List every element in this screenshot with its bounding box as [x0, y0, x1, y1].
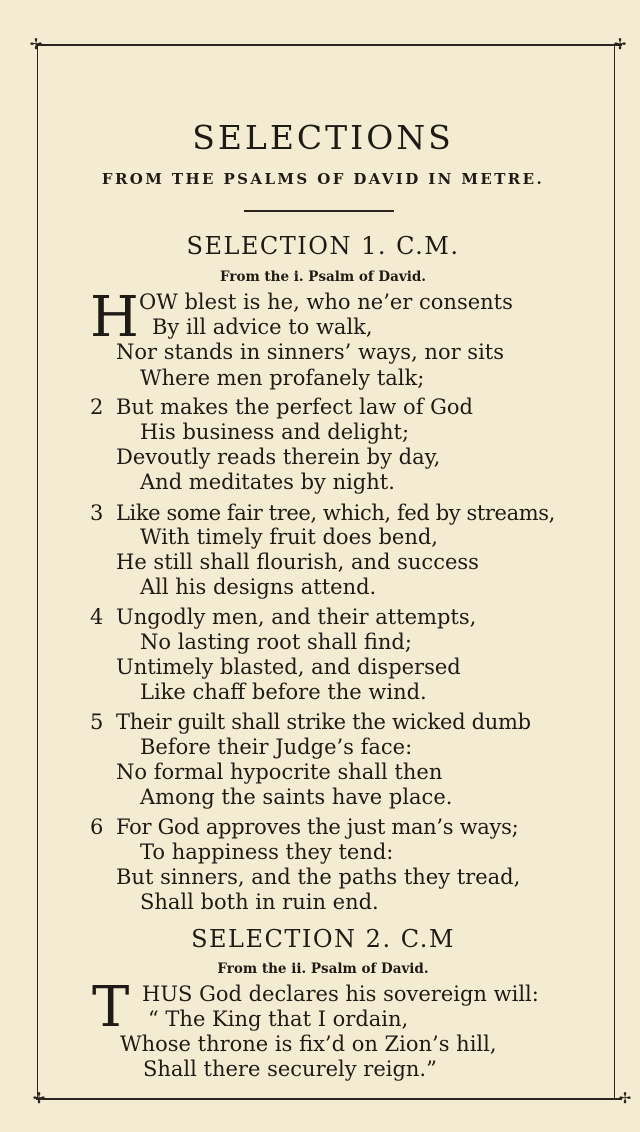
verse-line: HUS God declares his sovereign will:: [142, 982, 539, 1006]
verse-line: And meditates by night.: [140, 470, 395, 494]
verse-line: No formal hypocrite shall then: [116, 760, 443, 784]
verse-line: No lasting root shall find;: [140, 630, 412, 654]
corner-ornament-icon: ✢: [29, 35, 43, 53]
verse-line: OW blest is he, who ne’er consents: [139, 290, 513, 314]
drop-cap: H: [90, 285, 139, 350]
verse-line: Devoutly reads therein by day,: [116, 445, 441, 469]
verse-line: Before their Judge’s face:: [140, 735, 413, 759]
verse-line: With timely fruit does bend,: [140, 525, 438, 549]
verse-line: Untimely blasted, and dispersed: [116, 655, 461, 679]
selection-heading: SELECTION 2. C.M: [191, 925, 455, 953]
page-subtitle: FROM THE PSALMS OF DAVID IN METRE.: [101, 170, 545, 188]
verse-line: Like some fair tree, which, fed by streams,: [116, 501, 555, 525]
stanza-number: 3: [90, 501, 104, 525]
stanza-number: 6: [90, 815, 104, 839]
right-border-rule: [614, 45, 615, 1098]
stanza-number: 4: [90, 605, 104, 629]
verse-line: Their guilt shall strike the wicked dumb: [116, 710, 531, 734]
stanza-number: 5: [90, 710, 104, 734]
verse-line: Nor stands in sinners’ ways, nor sits: [116, 340, 505, 364]
verse-line: All his designs attend.: [140, 575, 377, 599]
verse-line: His business and delight;: [140, 420, 410, 444]
corner-ornament-icon: ✢: [32, 1089, 46, 1107]
verse-line: Among the saints have place.: [140, 785, 453, 809]
verse-line: He still shall flourish, and success: [116, 550, 479, 574]
selection-source: From the ii. Psalm of David.: [217, 961, 429, 977]
drop-cap: T: [92, 975, 130, 1040]
verse-line: For God approves the just man’s ways;: [116, 815, 519, 839]
corner-ornament-icon: ✢: [613, 35, 627, 53]
verse-line: But makes the perfect law of God: [116, 395, 473, 419]
selection-source: From the i. Psalm of David.: [219, 269, 426, 285]
verse-line: Shall there securely reign.”: [143, 1057, 437, 1081]
verse-line: Shall both in ruin end.: [140, 890, 379, 914]
verse-line: Ungodly men, and their attempts,: [116, 605, 477, 629]
verse-line: By ill advice to walk,: [152, 315, 373, 339]
corner-ornament-icon: ✢: [618, 1089, 632, 1107]
verse-line: But sinners, and the paths they tread,: [116, 865, 521, 889]
title-divider: [244, 210, 394, 212]
verse-line: Whose throne is fix’d on Zion’s hill,: [120, 1032, 497, 1056]
top-border-rule: [36, 44, 622, 46]
verse-line: “ The King that I ordain,: [148, 1007, 409, 1031]
page-title: SELECTIONS: [192, 118, 454, 157]
selection-heading: SELECTION 1. C.M.: [186, 232, 460, 260]
left-border-rule: [37, 45, 38, 1098]
verse-line: To happiness they tend:: [140, 840, 394, 864]
stanza-number: 2: [90, 395, 104, 419]
bottom-border-rule: [36, 1098, 622, 1100]
verse-line: Where men profanely talk;: [140, 366, 425, 390]
verse-line: Like chaff before the wind.: [140, 680, 427, 704]
